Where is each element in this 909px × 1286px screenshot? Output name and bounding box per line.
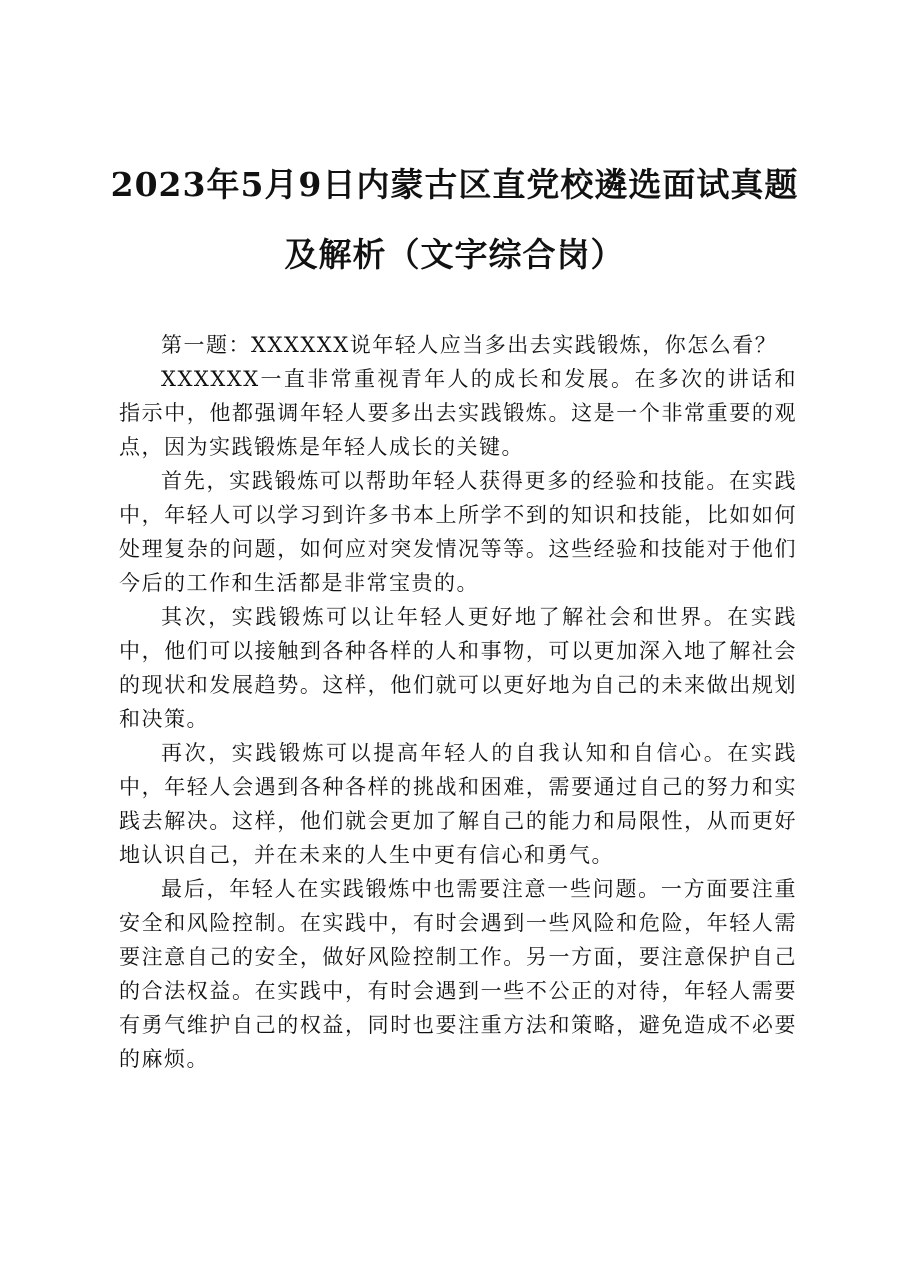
document-title [100,150,809,290]
paragraph-intro: XXXXXX一直非常重视青年人的成长和发展。在多次的讲话和指示中，他都强调年轻人要多出去实践锻炼。这是一个非常重要的观点，因为实践锻炼是年轻人成长的关键。 [119,367,797,459]
document-body [119,328,797,1076]
paragraph-question: 第一题：XXXXXX说年轻人应当多出去实践锻炼，你怎么看？ [161,333,778,357]
paragraph-third: 再次，实践锻炼可以提高年轻人的自我认知和自信心。在实践中，年轻人会遇到各种各样的挑战和困难，需要通过自己的努力和实践去解决。这样，他们就会更加了解自己的能力和局限性，从而更好地认识自己，并在未来的人生中更有信心和勇气。 [119,741,797,867]
paragraph-last: 最后，年轻人在实践锻炼中也需要注意一些问题。一方面要注重安全和风险控制。在实践中，有时会遇到一些风险和危险，年轻人需要注意自己的安全，做好风险控制工作。另一方面，要注意保护自己的合法权益。在实践中，有时会遇到一些不公正的对待，年轻人需要有勇气维护自己的权益，同时也要注重方法和策略，避免造成不必要的麻烦。 [119,877,797,1071]
paragraph-second: 其次，实践锻炼可以让年轻人更好地了解社会和世界。在实践中，他们可以接触到各种各样的人和事物，可以更加深入地了解社会的现状和发展趋势。这样，他们就可以更好地为自己的未来做出规划和决策。 [119,605,797,731]
title-line-1: 2023年5月9日内蒙古区直党校遴选面试真题 [110,165,799,204]
paragraph-first: 首先，实践锻炼可以帮助年轻人获得更多的经验和技能。在实践中，年轻人可以学习到许多书本上所学不到的知识和技能，比如如何处理复杂的问题，如何应对突发情况等等。这些经验和技能对于他们今后的工作和生活都是非常宝贵的。 [119,469,797,595]
title-line-2: 及解析（文字综合岗） [284,235,625,274]
